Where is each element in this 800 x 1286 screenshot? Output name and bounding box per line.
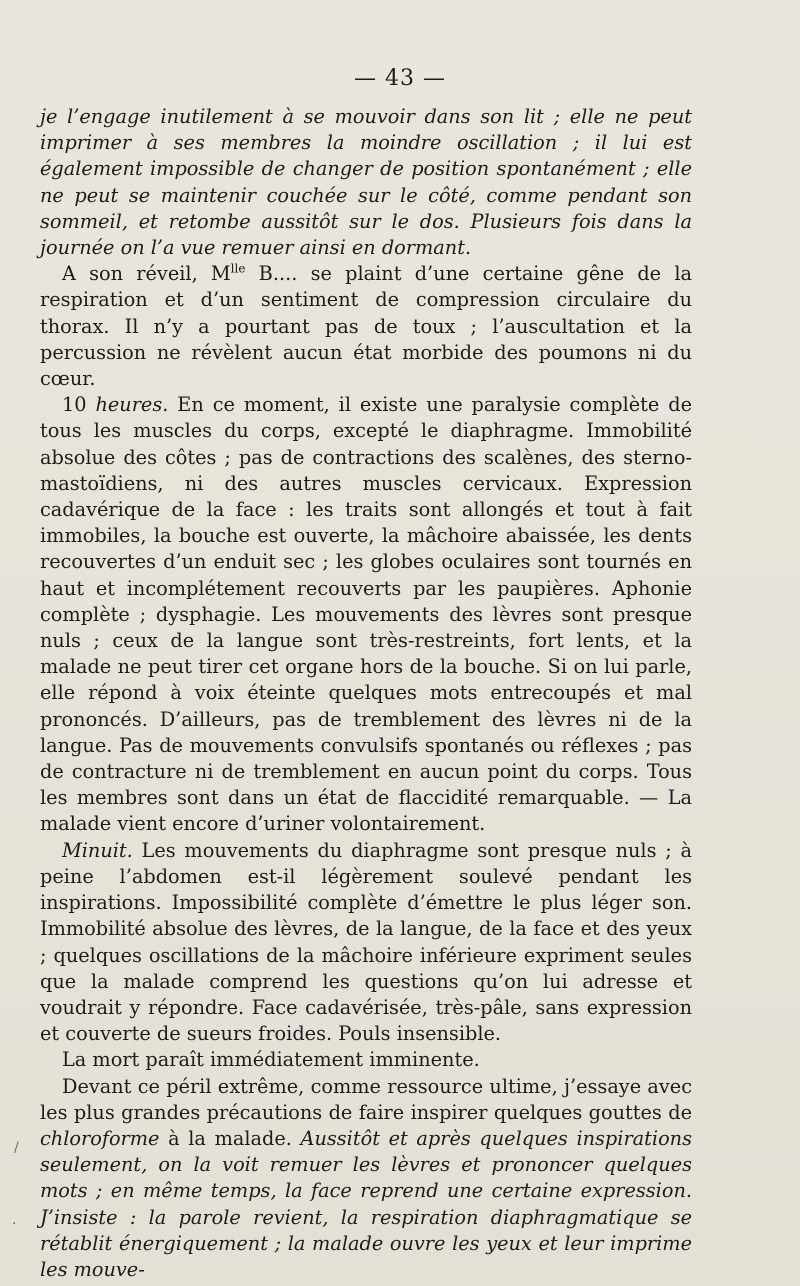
italic-text: Minuit. <box>62 838 133 862</box>
text-run: Devant ce péril extrême, comme ressource ultime, j’essaye avec les plus grandes précautions de faire inspirer quelques gouttes de <box>40 1074 692 1124</box>
margin-mark: . <box>12 1212 17 1228</box>
text-run: Les mouvements du diaphragme sont presque nuls ; à peine l’abdomen est-il légèrement soulevé pendant les inspirations. Impossibilité complète d’émettre le plus léger son. Immobilité absolue des lèvres, de la langue, de la face et des yeux ; quelques oscillations de la mâchoire inférieure expriment seules que la malade comprend les questions qu’on lui adresse et voudrait y répondre. Face cadavérisée, très-pâle, sans expression et couverte de sueurs froides. Pouls insensible. <box>40 838 692 1046</box>
body-text <box>40 104 692 1283</box>
text-run: à la malade. <box>159 1126 301 1150</box>
paragraph <box>40 104 692 261</box>
page-number: — 43 — <box>354 66 446 91</box>
superscript-text: lle <box>230 261 246 276</box>
text-run: B.... se plaint d’une certaine gêne de la respiration et d’un sentiment de compression circulaire du thorax. Il n’y a pourtant pas de toux ; l’auscultation et la percussion ne révèlent aucun état morbide des poumons ni du cœur. <box>40 262 692 391</box>
italic-text: chloroforme <box>40 1126 160 1150</box>
italic-text: Aussitôt et après quelques inspirations seulement, on la voit remuer les lèvres et prononcer quelques mots ; en même temps, la face reprend une certaine expression. J’insiste : la parole revient, la respiration diaphragmatique se rétablit énergiquement ; la malade ouvre les yeux et leur imprime les mouve- <box>40 1126 692 1281</box>
italic-text: heures. <box>95 393 169 417</box>
text-run: A son réveil, M <box>62 262 231 286</box>
text-run: La mort paraît immédiatement imminente. <box>62 1048 480 1072</box>
paragraph <box>40 1074 692 1284</box>
paragraph <box>40 261 692 392</box>
paragraph <box>40 392 692 837</box>
italic-text: je l’engage inutilement à se mouvoir dans son lit ; elle ne peut imprimer à ses membres la moindre oscillation ; il lui est également impossible de changer de position spontanément ; elle ne peut se maintenir couchée sur le côté, comme pendant son sommeil, et retombe aussitôt sur le dos. Plusieurs fois dans la journée on l’a vue remuer ainsi en dormant. <box>40 105 692 260</box>
text-run: 10 <box>62 393 96 417</box>
text-run: En ce moment, il existe une paralysie complète de tous les muscles du corps, excepté le diaphragme. Immobilité absolue des côtes ; pas de contractions des scalènes, des sterno-mastoïdiens, ni des autres muscles cervicaux. Expression cadavérique de la face : les traits sont allongés et tout à fait immobiles, la bouche est ouverte, la mâchoire abaissée, les dents recouvertes d’un enduit sec ; les globes oculaires sont tournés en haut et incomplétement recouverts par les paupières. Aphonie complète ; dysphagie. Les mouvements des lèvres sont presque nuls ; ceux de la langue sont très-restreints, fort lents, et la malade ne peut tirer cet organe hors de la bouche. Si on lui parle, elle répond à voix éteinte quelques mots entrecoupés et mal prononcés. D’ailleurs, pas de tremblement des lèvres ni de la langue. Pas de mouvements convulsifs spontanés ou réflexes ; pas de contracture ni de tremblement en aucun point du corps. Tous les membres sont dans un état de flaccidité remarquable. — La malade vient encore d’uriner volontairement. <box>40 393 692 836</box>
paragraph <box>40 1047 692 1073</box>
paragraph <box>40 838 692 1048</box>
margin-mark: / <box>14 1140 19 1156</box>
